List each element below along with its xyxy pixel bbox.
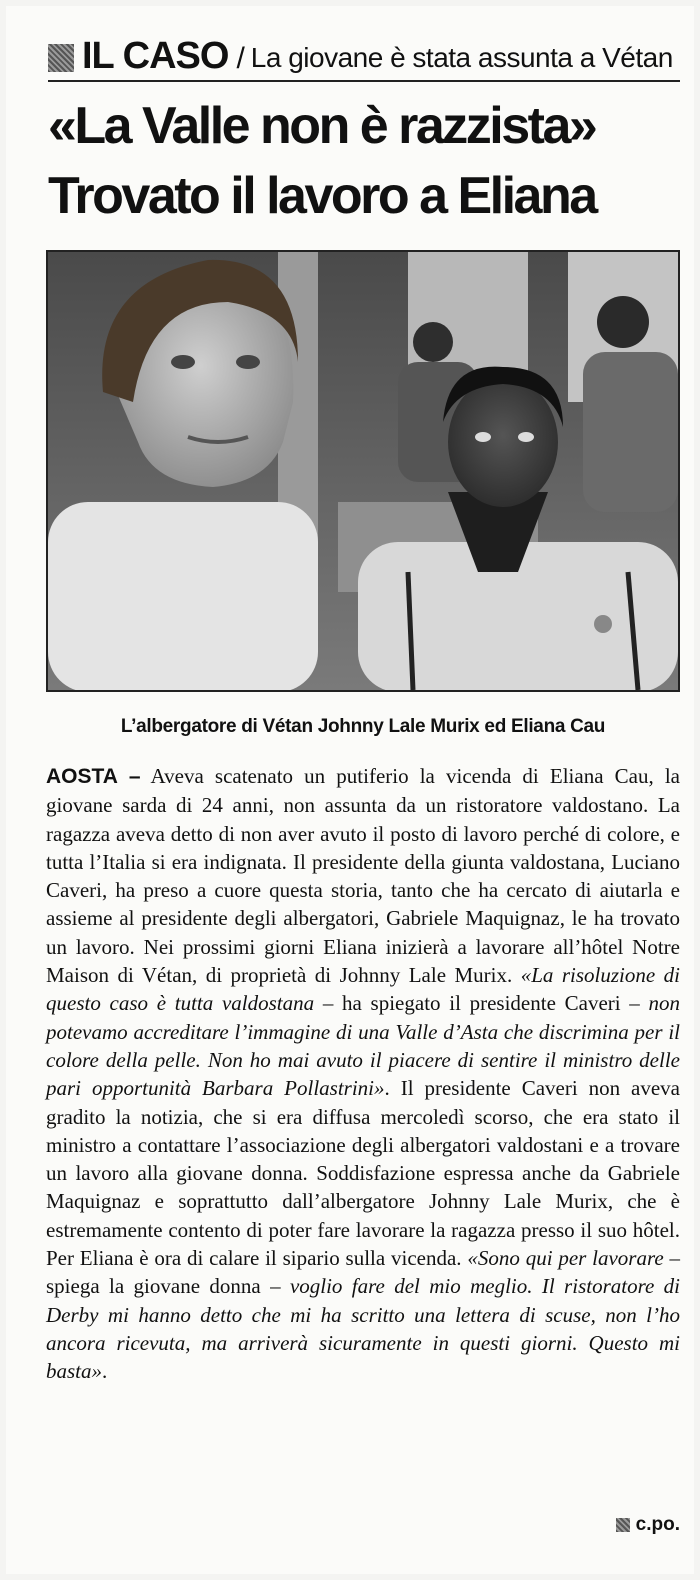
headline-line-2: Trovato il lavoro a Eliana bbox=[48, 167, 596, 225]
signature-text: c.po. bbox=[635, 1514, 680, 1535]
kicker-separator: / bbox=[236, 42, 245, 75]
kicker-subtitle: La giovane è stata assunta a Vétan bbox=[250, 42, 673, 73]
kicker-label: IL CASO bbox=[82, 35, 229, 77]
headline-line-1: «La Valle non è razzista» bbox=[48, 97, 596, 155]
article-paragraph bbox=[46, 762, 680, 1386]
kicker bbox=[48, 35, 680, 82]
dateline: AOSTA – bbox=[46, 765, 141, 788]
text-segment: – spiega la giovane donna – bbox=[46, 1246, 680, 1299]
quote-segment: voglio fare del mio meglio. Il ristoratore di Derby mi hanno detto che mi ha scritto una lettera di scuse, non l’ho ancora ricevuta, ma arriverà sicuramente in questi giorni. Questo mi basta» bbox=[46, 1274, 680, 1384]
text-segment: Aveva scatenato un putiferio la vicenda di Eliana Cau, la giovane sarda di 24 anni, non assunta da un ristoratore valdostano. La ragazza aveva detto di non aver avuto il posto di lavoro perché di colore, e tutta l’Italia si era indignata. Il presidente della giunta valdostana, Luciano Caveri, ha preso a cuore questa storia, tanto che ha cercato di aiutarla e assieme al presidente degli albergatori, Gabriele Maquignaz, le ha trovato un lavoro. Nei prossimi giorni Eliana inizierà a lavorare all’hôtel Notre Maison di Vétan, di proprietà di Johnny Lale Murix. bbox=[46, 764, 680, 988]
article-photo bbox=[46, 250, 680, 692]
photo-illustration bbox=[48, 252, 678, 690]
quote-segment: «La risoluzione di questo caso è tutta valdostana bbox=[46, 963, 680, 1016]
kicker-square-icon bbox=[48, 44, 74, 72]
text-segment: . bbox=[102, 1359, 108, 1384]
photo-caption: L’albergatore di Vétan Johnny Lale Murix ed Eliana Cau bbox=[120, 716, 606, 737]
text-segment: . Il presidente Caveri non aveva gradito la notizia, che si era diffusa mercoledì scorso, che era stato il ministro a contattare l’associazione degli albergatori valdostani e a trovare un lavoro alla giovane donna. Soddisfazione espressa anche da Gabriele Maquignaz e soprattutto dall’albergatore Johnny Lale Murix, che è estremamente contento di poter fare lavorare la ragazza presso il suo hôtel. Per Eliana è ora di calare il sipario sulla vicenda. bbox=[46, 1076, 680, 1271]
quote-segment: «Sono qui per lavorare bbox=[467, 1246, 664, 1271]
text-segment: – ha spiegato il presidente Caveri – bbox=[314, 991, 649, 1016]
signature-square-icon bbox=[616, 1518, 630, 1532]
quote-segment: non potevamo accreditare l’immagine di una Valle d’Asta che discrimina per il colore della pelle. Non ho mai avuto il piacere di sentire il ministro delle pari opportunità Barbara Pollastrini» bbox=[46, 991, 680, 1101]
article-body bbox=[46, 762, 680, 1386]
author-signature bbox=[616, 1514, 680, 1536]
